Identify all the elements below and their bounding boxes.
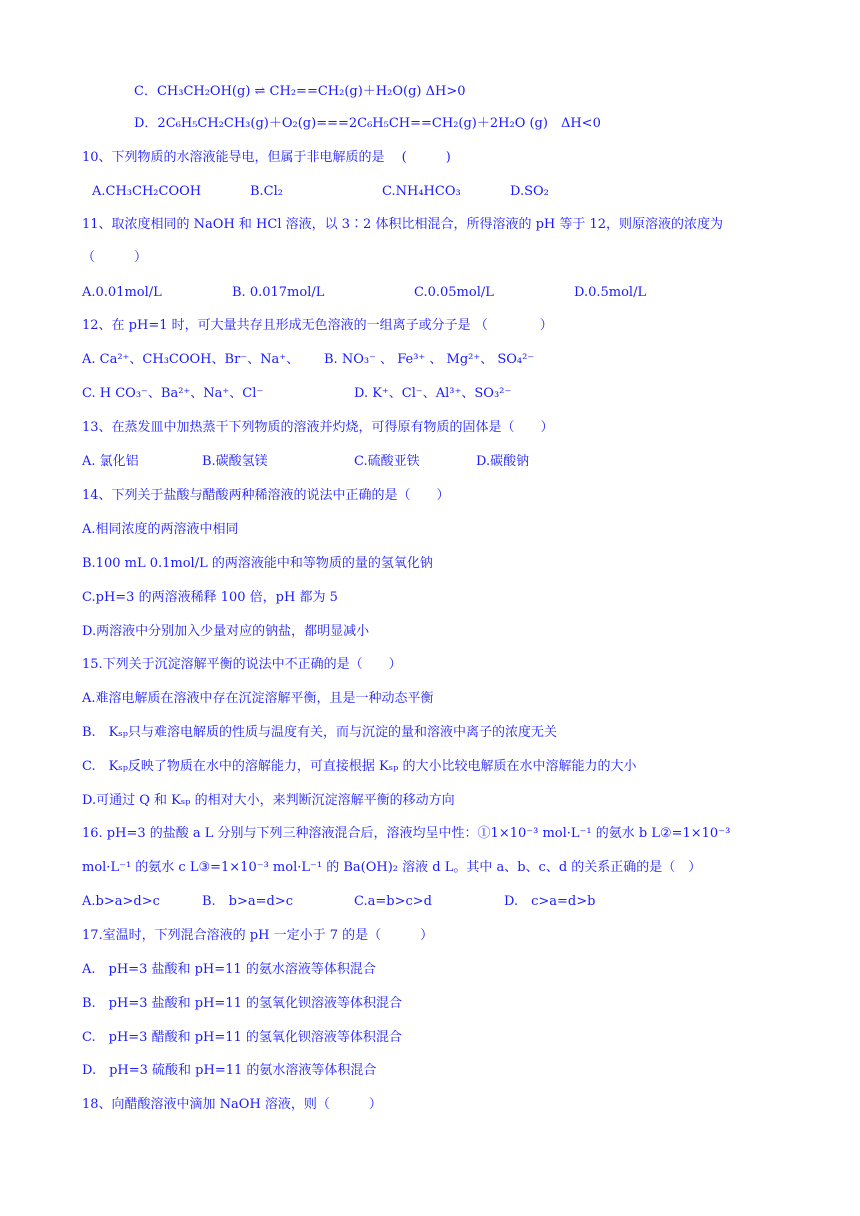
q13-option-d: D.碳酸钠	[476, 454, 530, 469]
q12-stem: 12、在 pH=1 时，可大量共存且形成无色溶液的一组离子或分子是 （ ）	[82, 318, 553, 333]
q15-option-d: D.可通过 Q 和 Kₛₚ 的相对大小，来判断沉淀溶解平衡的移动方向	[82, 793, 455, 808]
q10-option-c: C.NH₄HCO₃	[382, 184, 461, 199]
q16-stem-line2: mol·L⁻¹ 的氨水 c L③=1×10⁻³ mol·L⁻¹ 的 Ba(OH)₂ 溶液 d L。其中 a、b、c、d 的关系正确的是（ ）	[82, 860, 702, 875]
q11-option-a: A.0.01mol/L	[82, 285, 162, 300]
q14-stem: 14、下列关于盐酸与醋酸两种稀溶液的说法中正确的是（ ）	[82, 488, 450, 503]
q9-option-d: D．2C₆H₅CH₂CH₃(g)＋O₂(g)===2C₆H₅CH==CH₂(g)＋2H₂O (g) ΔH<0	[134, 116, 601, 131]
q13-option-c: C.硫酸亚铁	[354, 454, 420, 469]
q10-stem: 10、下列物质的水溶液能导电，但属于非电解质的是 ( )	[82, 150, 451, 165]
q18-stem: 18、向醋酸溶液中滴加 NaOH 溶液，则（ ）	[82, 1097, 382, 1112]
q13-stem: 13、在蒸发皿中加热蒸干下列物质的溶液并灼烧，可得原有物质的固体是（ ）	[82, 420, 554, 435]
q13-option-a: A. 氯化铝	[82, 454, 139, 469]
q14-option-c: C.pH=3 的两溶液稀释 100 倍，pH 都为 5	[82, 590, 338, 605]
q12-option-b: B. NO₃⁻ 、 Fe³⁺ 、 Mg²⁺、 SO₄²⁻	[324, 352, 535, 367]
q10-option-b: B.Cl₂	[250, 184, 284, 199]
q17-option-b: B. pH=3 盐酸和 pH=11 的氢氧化钡溶液等体积混合	[82, 996, 402, 1011]
q10-option-d: D.SO₂	[510, 184, 549, 199]
q9-option-c: C．CH₃CH₂OH(g) ⇌ CH₂==CH₂(g)＋H₂O(g) ΔH>0	[134, 84, 466, 99]
q11-option-b: B. 0.017mol/L	[232, 285, 325, 300]
q12-option-a: A. Ca²⁺、CH₃COOH、Br⁻、Na⁺、	[82, 352, 300, 367]
q11-option-c: C.0.05mol/L	[414, 285, 494, 300]
q15-option-c: C. Kₛₚ反映了物质在水中的溶解能力，可直接根据 Kₛₚ 的大小比较电解质在水中溶解能力的大小	[82, 759, 637, 774]
q14-option-a: A.相同浓度的两溶液中相同	[82, 522, 239, 537]
q11-answer-paren: （ ）	[82, 250, 148, 265]
q11-option-d: D.0.5mol/L	[574, 285, 647, 300]
q17-stem: 17.室温时，下列混合溶液的 pH 一定小于 7 的是（ ）	[82, 928, 434, 943]
q16-option-d: D. c>a=d>b	[504, 894, 596, 909]
q16-option-b: B. b>a=d>c	[202, 894, 294, 909]
q13-option-b: B.碳酸氢镁	[202, 454, 268, 469]
q11-stem: 11、取浓度相同的 NaOH 和 HCl 溶液，以 3∶2 体积比相混合，所得溶液的 pH 等于 12，则原溶液的浓度为	[82, 217, 724, 232]
q10-option-a: A.CH₃CH₂COOH	[92, 184, 202, 199]
q12-option-d: D. K⁺、Cl⁻、Al³⁺、SO₃²⁻	[354, 386, 512, 401]
q14-option-d: D.两溶液中分别加入少量对应的钠盐，都明显减小	[82, 624, 370, 639]
q16-stem-line1: 16. pH=3 的盐酸 a L 分别与下列三种溶液混合后，溶液均呈中性：①1×10⁻³ mol·L⁻¹ 的氨水 b L②=1×10⁻³	[82, 826, 731, 841]
q17-option-a: A. pH=3 盐酸和 pH=11 的氨水溶液等体积混合	[82, 962, 376, 977]
q17-option-d: D. pH=3 硫酸和 pH=11 的氨水溶液等体积混合	[82, 1063, 377, 1078]
q17-option-c: C. pH=3 醋酸和 pH=11 的氢氧化钡溶液等体积混合	[82, 1030, 402, 1045]
q14-option-b: B.100 mL 0.1mol/L 的两溶液能中和等物质的量的氢氧化钠	[82, 556, 433, 571]
q15-option-b: B. Kₛₚ只与难溶电解质的性质与温度有关，而与沉淀的量和溶液中离子的浓度无关	[82, 725, 557, 740]
q16-option-c: C.a=b>c>d	[354, 894, 432, 909]
q12-option-c: C. H CO₃⁻、Ba²⁺、Na⁺、Cl⁻	[82, 386, 264, 401]
q15-stem: 15.下列关于沉淀溶解平衡的说法中不正确的是（ ）	[82, 657, 402, 672]
q16-option-a: A.b>a>d>c	[82, 894, 160, 909]
q15-option-a: A.难溶电解质在溶液中存在沉淀溶解平衡，且是一种动态平衡	[82, 691, 434, 706]
